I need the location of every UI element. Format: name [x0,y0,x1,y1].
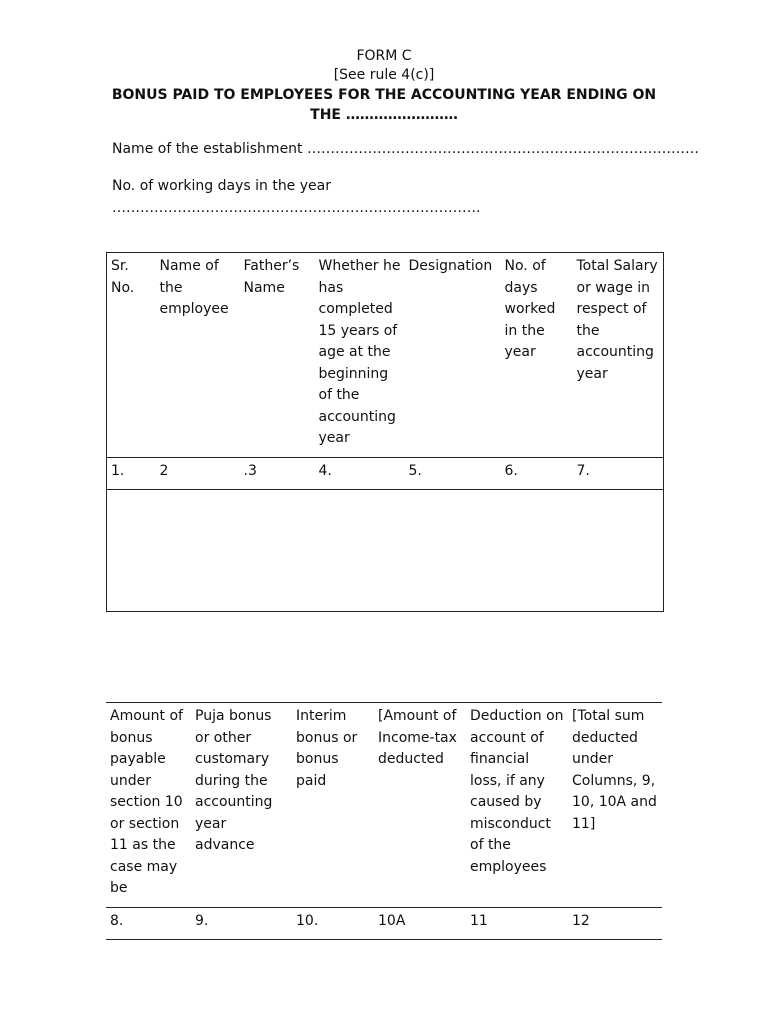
blank-cell [405,490,501,612]
header-cell: Sr. No. [111,258,135,296]
header-cell: [Amount of Income-tax deducted [378,708,457,767]
form-title: FORM C [356,48,412,64]
header-cell: Father’s Name [243,258,300,296]
form-heading [0,85,768,125]
blank-cell [107,490,156,612]
establishment-name-field: Name of the establishment ………………………………………………………………………… [112,141,699,157]
heading-line-2: THE …………………… [310,107,458,123]
header-cell: [Total sum deducted under Columns, 9, 10, 10A and 11] [572,708,657,832]
table-header-row [107,253,664,458]
rule-reference: [See rule 4(c)] [333,67,435,83]
column-number: .3 [240,458,315,490]
header-cell: Amount of bonus payable under section 10 or section 11 as the case may be [110,708,183,896]
working-days-blank: ……………………………………………………………………. [112,200,481,216]
column-number: 2 [156,458,240,490]
bonus-details-table [106,702,662,940]
column-number: 10A [374,908,466,940]
header-cell: Puja bonus or other customary during the accounting year advance [195,708,273,853]
column-number: 8. [106,908,191,940]
column-number: 1. [107,458,156,490]
blank-cell [501,490,573,612]
column-number: 7. [573,458,664,490]
working-days-label: No. of working days in the year [112,178,331,194]
column-number-row [106,908,662,940]
column-number: 5. [405,458,501,490]
table-header-row [106,703,662,908]
blank-entry-row [107,490,664,612]
blank-cell [156,490,240,612]
header-cell: Whether he has completed 15 years of age at the beginning of the accounting year [318,258,401,446]
header-cell: Total Salary or wage in respect of the accounting year [576,258,658,382]
column-number: 10. [292,908,374,940]
column-number: 4. [315,458,405,490]
column-number-row [107,458,664,490]
header-cell: No. of days worked in the year [504,258,556,360]
header-cell: Deduction on account of financial loss, if any caused by misconduct of the employees [470,708,564,875]
column-number: 12 [568,908,662,940]
employee-details-table [106,252,664,612]
heading-line-1: BONUS PAID TO EMPLOYEES FOR THE ACCOUNTING YEAR ENDING ON [111,87,657,103]
column-number: 11 [466,908,568,940]
header-cell: Designation [408,258,493,274]
column-number: 6. [501,458,573,490]
header-cell: Interim bonus or bonus paid [296,708,358,789]
blank-cell [573,490,664,612]
blank-cell [315,490,405,612]
header-cell: Name of the employee [159,258,229,317]
column-number: 9. [191,908,292,940]
blank-cell [240,490,315,612]
